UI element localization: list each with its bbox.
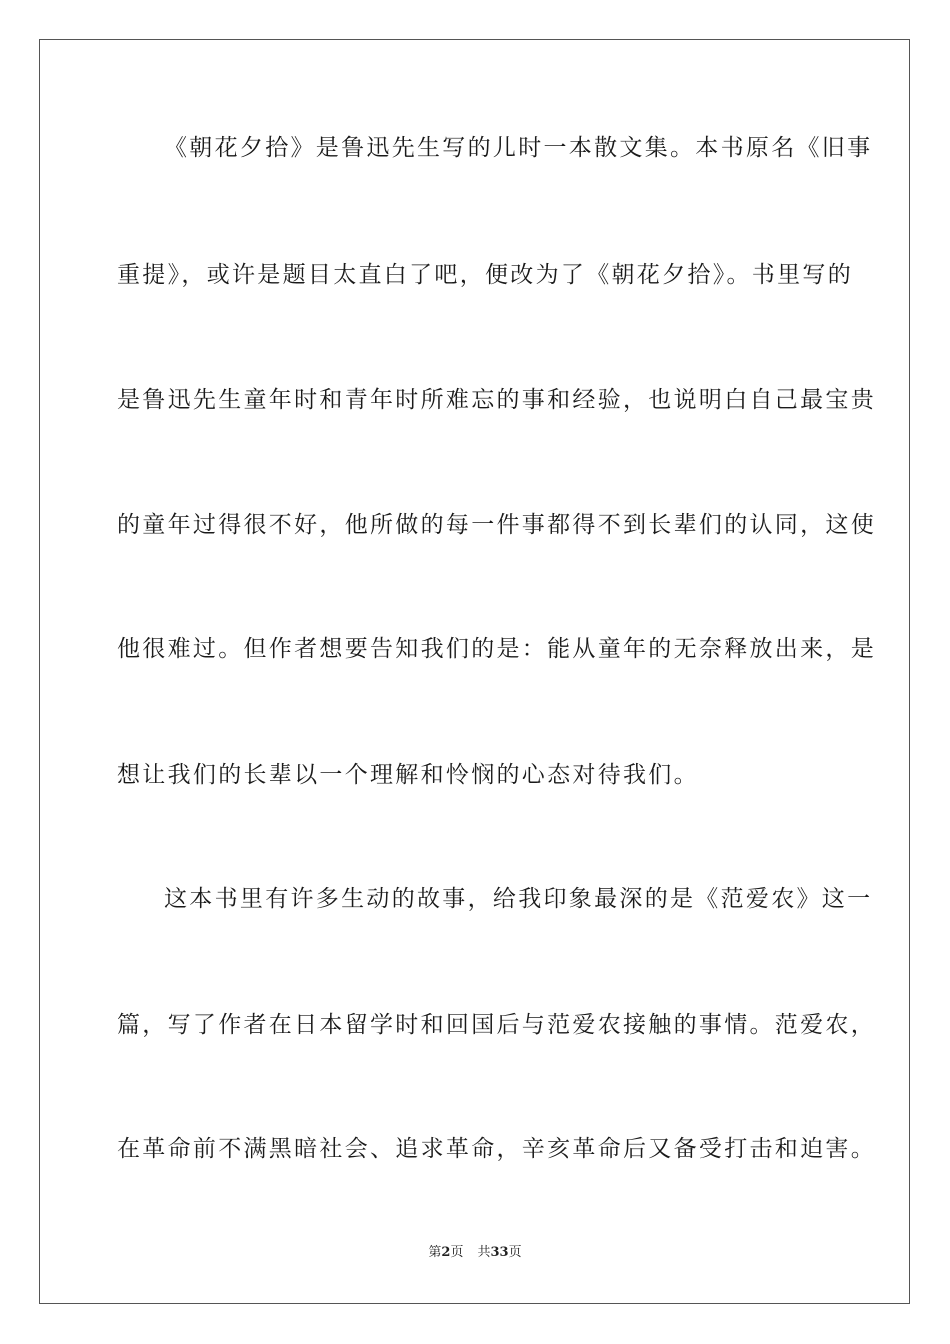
paragraph-2-line-2: 篇，写了作者在日本留学时和回国后与范爱农接触的事情。范爱农，	[117, 1012, 876, 1038]
total-pages: 33	[490, 1245, 509, 1260]
page-prefix: 第	[428, 1245, 442, 1260]
paragraph-2-line-1: 这本书里有许多生动的故事，给我印象最深的是《范爱农》这一	[164, 886, 873, 912]
paragraph-1-line-2: 重提》，或许是题目太直白了吧，便改为了《朝花夕拾》。书里写的	[117, 262, 853, 288]
paragraph-2-line-3: 在革命前不满黑暗社会、追求革命，辛亥革命后又备受打击和迫害。	[117, 1136, 876, 1162]
paragraph-1-line-5: 他很难过。但作者想要告知我们的是：能从童年的无奈释放出来，是	[117, 636, 876, 662]
total-suffix: 页	[508, 1245, 522, 1260]
page-footer	[0, 1244, 950, 1262]
page-border	[39, 39, 910, 1304]
total-prefix: 共	[477, 1245, 491, 1260]
paragraph-1-line-6: 想让我们的长辈以一个理解和怜悯的心态对待我们。	[117, 762, 699, 788]
paragraph-1-line-3: 是鲁迅先生童年时和青年时所难忘的事和经验，也说明白自己最宝贵	[117, 387, 876, 413]
paragraph-1-line-4: 的童年过得很不好，他所做的每一件事都得不到长辈们的认同，这使	[117, 512, 876, 538]
page-suffix: 页	[450, 1245, 464, 1260]
page-number: 2	[441, 1245, 451, 1260]
paragraph-1-line-1: 《朝花夕拾》是鲁迅先生写的儿时一本散文集。本书原名《旧事	[164, 135, 873, 161]
